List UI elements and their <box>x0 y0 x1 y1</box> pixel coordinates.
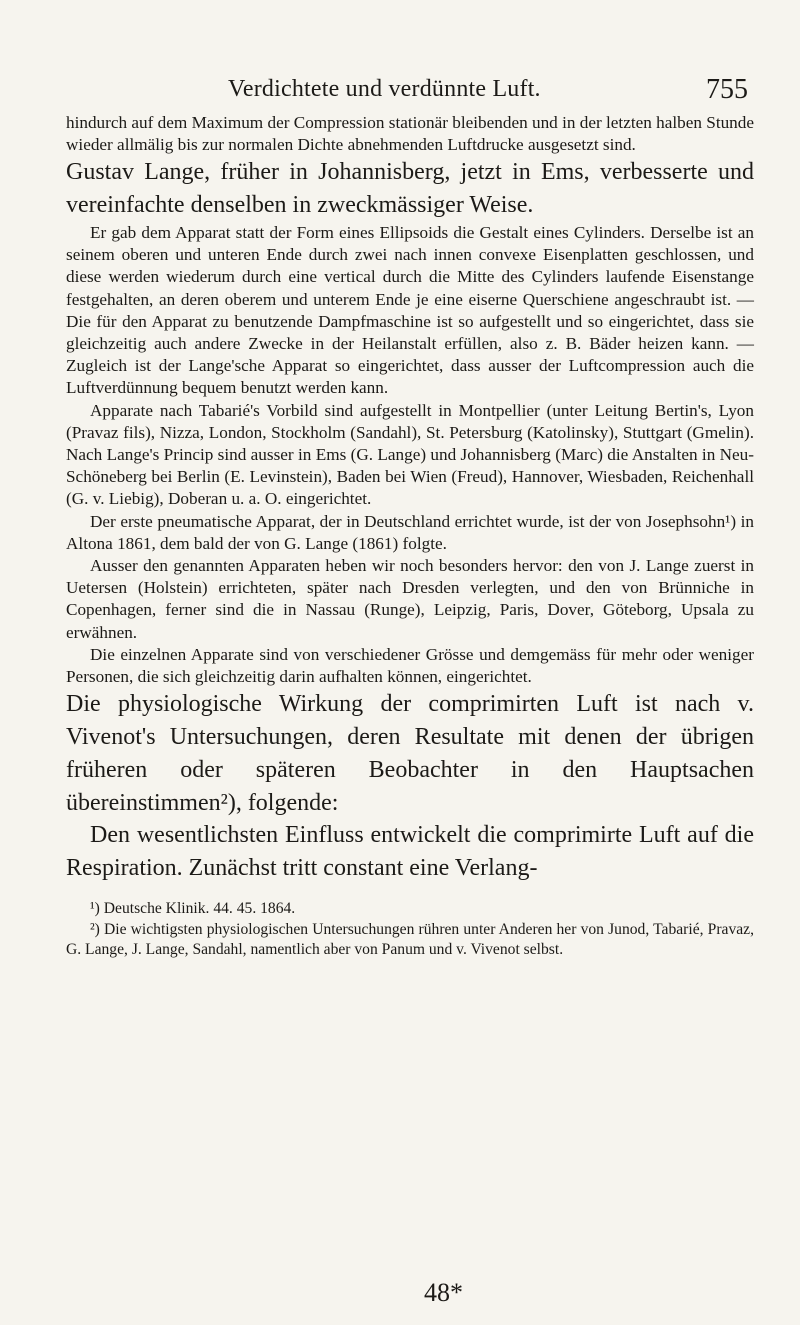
section-heading-lange: Gustav Lange, früher in Johannisberg, jetzt in Ems, verbesserte und vereinfachte denselben in zweckmässiger Weise. <box>66 159 754 219</box>
footnote: ¹) Deutsche Klinik. 44. 45. 1864. <box>90 900 296 918</box>
signature-mark: 48* <box>424 1278 463 1307</box>
running-header <box>228 70 748 110</box>
paragraph: hindurch auf dem Maximum der Compression stationär bleibenden und in der letzten halben Stunde wieder allmälig bis zur normalen Dichte abnehmenden Luftdrucke ausgesetzt sind. <box>66 113 754 155</box>
paragraph: Der erste pneumatische Apparat, der in Deutschland errichtet wurde, ist der von Josephsohn¹) in Altona 1861, dem bald der von G. Lange (1861) folgte. <box>66 511 754 553</box>
section-paragraph-respiration: Den wesentlichsten Einfluss entwickelt die comprimirte Luft auf die Respiration. Zunächst tritt constant eine Verlang- <box>66 822 754 882</box>
paragraph: Die einzelnen Apparate sind von verschiedener Grösse und demgemäss für mehr oder weniger Personen, die sich gleichzeitig darin aufhalten können, eingerichtet. <box>66 644 754 687</box>
running-title: Verdichtete und verdünnte Luft. <box>228 76 541 102</box>
footnote: ²) Die wichtigsten physiologischen Untersuchungen rühren unter Anderen her von Junod, Tabarié, Pravaz, G. Lange, J. Lange, Sandahl, namentlich aber von Panum und v. Vivenot selbst. <box>66 920 754 959</box>
page-number: 755 <box>706 74 748 105</box>
paragraph: Er gab dem Apparat statt der Form eines Ellipsoids die Gestalt eines Cylinders. Derselbe ist an seinem oberen und unteren Ende durch zwei nach innen convexe Eisenplatten geschlossen, und diese werden wiederum durch eine vertical durch die Mitte des Cylinders laufende Eisenstange festgehalten, an deren oberem und unterem Ende je eine eiserne Querschiene angeschraubt ist. — Die für den Apparat zu benutzende Dampfmaschine ist so aufgestellt und so eingerichtet, dass sie gleichzeitig auch andere Zwecke in der Heilanstalt erfüllen, also z. B. Bäder heizen kann. — Zugleich ist der Lange'sche Apparat so eingerichtet, dass ausser der Luftcompression auch die Luftverdünnung bequem benutzt werden kann. <box>66 223 754 398</box>
footnote-gap <box>66 885 754 899</box>
paragraph: Apparate nach Tabarié's Vorbild sind aufgestellt in Montpellier (unter Leitung Bertin's, Lyon (Pravaz fils), Nizza, London, Stockholm (Sandahl), St. Petersburg (Katolinsky), Stuttgart (Gmelin). Nach Lange's Princip sind ausser in Ems (G. Lange) und Johannisberg (Marc) die Anstalten in Neu-Schöneberg bei Berlin (E. Levinstein), Baden bei Wien (Freud), Hannover, Wiesbaden, Reichenhall (G. v. Liebig), Doberan u. a. O. eingerichtet. <box>66 400 754 509</box>
section-heading-physiology: Die physiologische Wirkung der comprimirten Luft ist nach v. Vivenot's Untersuchungen, deren Resultate mit denen der übrigen früheren oder späteren Beobachter in den Hauptsachen übereinstimmen²), folgende: <box>66 691 754 816</box>
page-body <box>66 112 754 961</box>
paragraph: Ausser den genannten Apparaten heben wir noch besonders hervor: den von J. Lange zuerst in Uetersen (Holstein) errichteten, später nach Dresden verlegten, und den von Brünniche in Copenhagen, ferner sind die in Nassau (Runge), Leipzig, Paris, Dover, Göteborg, Upsala zu erwähnen. <box>66 556 754 642</box>
